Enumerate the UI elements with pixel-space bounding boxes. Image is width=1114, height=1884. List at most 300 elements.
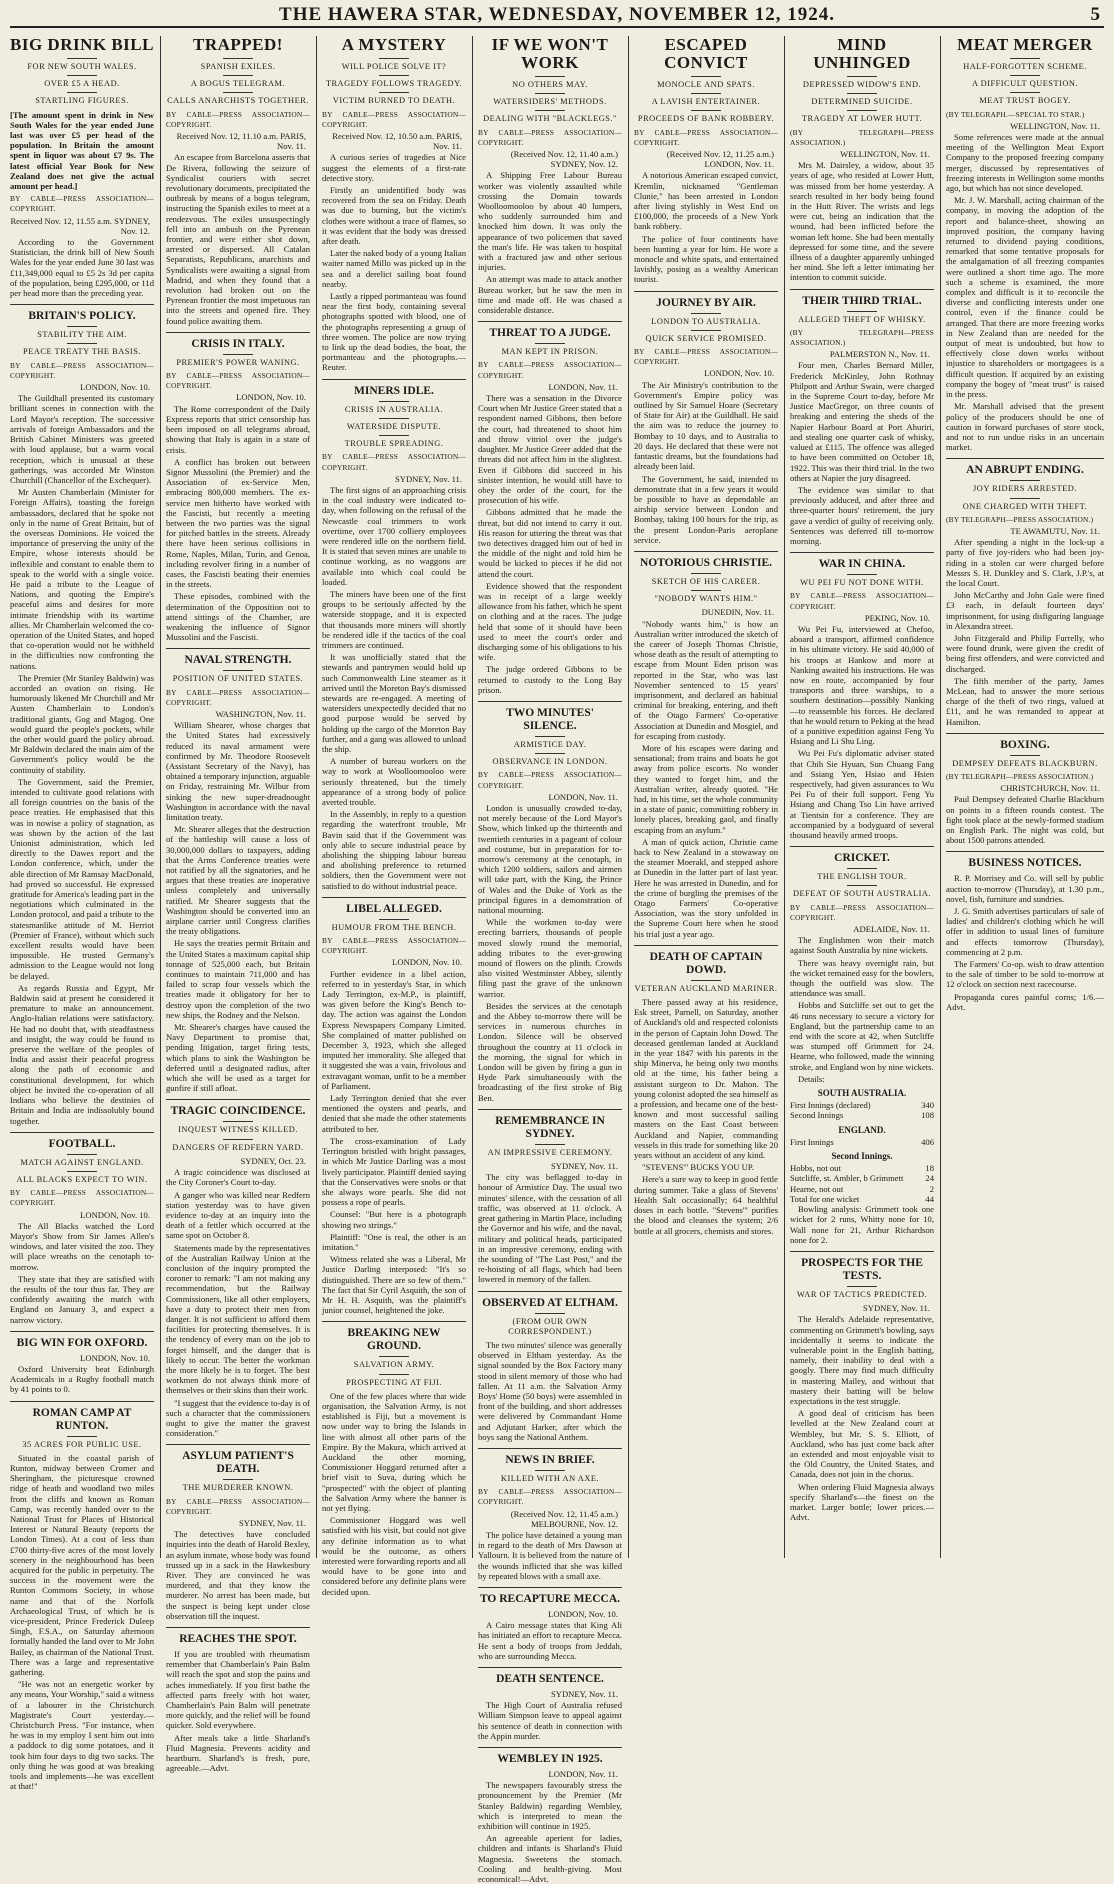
- article: [634, 945, 778, 1236]
- article: [790, 289, 934, 546]
- article-paragraph: Firstly an unidentified body was recovered from the sea on Friday. Death was due to burning, but the victim's clothes were without a trace of flames, so it was evident that the body was dressed after death.: [322, 185, 466, 247]
- article-subheading: A DIFFICULT QUESTION.: [971, 79, 1079, 89]
- score-value: 2: [929, 1183, 934, 1194]
- article-headline: MEAT MERGER: [957, 35, 1093, 54]
- article-dateline: LONDON, Nov. 10.: [80, 382, 150, 393]
- article: [166, 36, 310, 326]
- article: [790, 1251, 934, 1522]
- article-paragraph: It was unofficially stated that the stewards and pantrymen would hold up such Commonwealth Line steamer as it arrived until the Moreton Bay's dismissed stewards are re-engaged. A meeting of watersiders unexpectedly decided that no good purpose would be served by holding up the cargo of the Moreton Bay further, and a gang was allowed to unload the ship.: [322, 652, 466, 754]
- dash-rule: [1010, 75, 1040, 76]
- score-label: Hobbs, not out: [790, 1163, 841, 1174]
- dash-rule: [691, 313, 721, 314]
- article: [322, 897, 466, 1316]
- article-dateline: (Received Nov. 12, 11.45 a.m.) MELBOURNE, Nov. 12.: [510, 1508, 618, 1529]
- score-label: Sutcliffe, st. Ambler, b Grimmett: [790, 1173, 904, 1184]
- article: [478, 1667, 622, 1741]
- article-credit: BY CABLE—PRESS ASSOCIATION—COPYRIGHT.: [166, 371, 310, 391]
- article: [790, 36, 934, 283]
- article-paragraph: Lastly a ripped portmanteau was found near the first body, containing several photographs spotted with blood, one of the photographs representing a group of three women. The police are now trying to link up the dead bodies, the boat, the portmanteau and the photographs.—Reuter.: [322, 291, 466, 373]
- article-headline: NOTORIOUS CHRISTIE.: [634, 551, 778, 570]
- article: [946, 458, 1104, 726]
- dash-rule: [535, 110, 565, 111]
- column-5: [634, 36, 778, 1558]
- article-subheading: PROSPECTING AT FIJI.: [346, 1377, 442, 1387]
- article-paragraph: The Premier (Mr Stanley Baldwin) was accorded an ovation on rising. He humorously likened Mr Churchill and Mr Austen Chamberlain to London's traditional giants, Gog and Magog. One would guard the people's pockets, while the other would guard the policy abroad. Mr Baldwin declared the main aim of the Government's policy would be the continuity of stability.: [10, 672, 154, 775]
- article-headline: BIG WIN FOR OXFORD.: [10, 1331, 154, 1350]
- article-paragraph: As regards Russia and Egypt, Mr Baldwin said at present he considered it premature to make an announcement. Anglo-Italian relations were satisfactory. He had no doubt that, with steadfastness and insight, the way could be found to preserve the welfare of the peoples of India and assist their peaceful progress along the path of economic and constitutional development, for which object he invited the co-operation of all Indians who believe the destinies of Britain and India are indissolubly bound together.: [10, 982, 154, 1126]
- dash-rule: [379, 58, 409, 59]
- article-paragraph: Commissioner Hoggard was well satisfied with his visit, but could not give any definite information as to what would be the outcome, as others interested were forwarding reports and all would have to be gone into and considered before any definite plans were decided upon.: [322, 1515, 466, 1597]
- dash-rule: [67, 75, 97, 76]
- article-paragraph: An escapee from Barcelona asserts that De Rivera, following the seizure of Syndicalist couriers with secret revolutionary documents, precipitated the outbreak by means of a bogus telegram, instructing the Spanish exiles to meet at a rendezvous. The exiles unsuspectingly fell into an ambush on the Pyrenean frontier, and were either shot down, arrested or dispersed. All Catalan Separatists, Republicans, anarchists and Syndicalists were awaiting a signal from Madrid, and when they found that a revolution had broken out on the Pyrenean frontier the most impetuous ran into the streets and opened fire. They found police awaiting them.: [166, 152, 310, 326]
- article-dateline: (Received Nov. 12, 11.40 a.m.) SYDNEY, Nov. 12.: [510, 149, 618, 170]
- article-paragraph: Here's a sure way to keep in good fettle during summer. Take a glass of Stevens' Health Salt occasionally; 64 healthful doses in each bottle. "Stevens'" purifies the blood and cleanses the system; 2/6 bottle at all grocers, chemists and stores.: [634, 1174, 778, 1236]
- article-credit: BY CABLE—PRESS ASSOCIATION—COPYRIGHT.: [322, 109, 466, 129]
- article-paragraph: One of the few places where that wide organisation, the Salvation Army, is not established is Fiji, but a movement is now under way to bring the Islands in line with almost all other parts of the Empire. By the Makura, which arrived at Auckland the other morning, Commissioner Hoggard returned after a brief visit to Suva, during which he "prospected" with the object of planting the Salvation Army where the banner is not yet flying.: [322, 1390, 466, 1513]
- article-paragraph: "STEVENS'" BUCKS YOU UP.: [642, 1162, 754, 1173]
- article-credit: BY CABLE—PRESS ASSOCIATION—COPYRIGHT.: [478, 127, 622, 147]
- dash-rule: [691, 590, 721, 591]
- article-dateline: LONDON, Nov. 10.: [704, 368, 774, 379]
- article-subheading: PROCEEDS OF BANK ROBBERY.: [637, 114, 775, 124]
- dash-rule: [847, 110, 877, 111]
- article: [634, 36, 778, 285]
- article-headline: TO RECAPTURE MECCA.: [478, 1587, 622, 1606]
- article-paragraph: A Shipping Free Labour Bureau worker was violently assaulted while crossing the Domain towards Woolloomooloo by about 40 lumpers, who suddenly surrounded him and knocked him down. It was only the appearance of two policemen that saved the man's life. He was taken to hospital with a fractured jaw and other serious injuries.: [478, 170, 622, 273]
- article-subheading: SALVATION ARMY.: [353, 1360, 435, 1370]
- article-paragraph: A tragic coincidence was disclosed at the City Coroner's Court to-day.: [166, 1167, 310, 1188]
- article-dateline: LONDON, Nov. 10.: [80, 1209, 150, 1220]
- dash-rule: [847, 76, 877, 77]
- article-headline: DEATH SENTENCE.: [478, 1667, 622, 1686]
- article-dateline: LONDON, Nov. 10.: [548, 1608, 618, 1619]
- article: [166, 332, 310, 642]
- dash-rule: [67, 1171, 97, 1172]
- article-paragraph: Propaganda cures painful corns; 1/6.—Advt.: [946, 991, 1104, 1012]
- article-paragraph: A Cairo message states that King Ali has initiated an effort to recapture Mecca. He sent a body of troops from Jeddah, who are surrounding Mecca.: [478, 1620, 622, 1661]
- article-subheading: SPANISH EXILES.: [200, 62, 276, 71]
- article-subheading: (FROM OUR OWN CORRESPONDENT.): [508, 1316, 592, 1336]
- article-paragraph: He says the treaties permit Britain and the United States a maximum capital ship tonnage of 525,000 each, but Britain continues to maintain 711,000 and has failed to scrap four vessels which the treaties made it obligatory for her to destroy upon the completion of the two new ships, the Rodney and the Nelson.: [166, 938, 310, 1020]
- article-credit: BY CABLE—PRESS ASSOCIATION—COPYRIGHT.: [166, 1496, 310, 1516]
- article: [790, 846, 934, 1245]
- score-value: 406: [921, 1136, 934, 1147]
- article: [946, 36, 1104, 452]
- score-value: 18: [925, 1163, 934, 1174]
- score-value: 24: [925, 1173, 934, 1184]
- article-paragraph: They state that they are satisfied with the results of the tour thus far. They are confidently awaiting the match with England on January 3, and expect a narrow victory.: [10, 1273, 154, 1325]
- article-subheading: STARTLING FIGURES.: [35, 96, 129, 106]
- article-paragraph: The High Court of Australia refused William Simpson leave to appeal against his sentence of death in connection with the Appin murder.: [478, 1700, 622, 1741]
- article-dateline: PEKING, Nov. 10.: [864, 612, 930, 623]
- article-subheading: CRISIS IN AUSTRALIA.: [344, 404, 444, 414]
- article: [322, 1321, 466, 1596]
- article-dateline: SYDNEY, Nov. 11.: [862, 1303, 930, 1314]
- article-subheading: SKETCH OF HIS CAREER.: [651, 576, 761, 586]
- article-paragraph: Gibbons admitted that he made the threat, but did not intend to carry it out. His reason for uttering the threat was that two detectives dragged him out of bed in the middle of the night and told him he would be kicked to pieces if he did not attend the court.: [478, 507, 622, 579]
- article-headline: NEWS IN BRIEF.: [478, 1448, 622, 1467]
- article-subheading: OBSERVANCE IN LONDON.: [492, 757, 608, 767]
- article-subheading: AN IMPRESSIVE CEREMONY.: [487, 1147, 613, 1157]
- article-paragraph: The Rome correspondent of the Daily Express reports that strict censorship has been imposed on all telegrams abroad, showing that Italy is again in a state of crisis.: [166, 403, 310, 455]
- article-subheading: PEACE TREATY THE BASIS.: [23, 347, 141, 357]
- article-paragraph: "Nobody wants him," is how an Australian writer introduced the sketch of the career of Joseph Thomas Christie, whose death as the result of attempting to escape from Mount Eden prison was reported in the Star, who was last November sentenced to 15 years' imprisonment, and declared an habitual criminal for breaking, entering, and theft of the Otago Farmers' Co-operative Association at Dunedin and Mosgiel, and for escaping from custody.: [634, 618, 778, 741]
- dash-rule: [535, 343, 565, 344]
- article: [322, 379, 466, 891]
- article-paragraph: John McCarthy and John Gale were fined £3 each, in default fourteen days' imprisonment, for using disfiguring language in Alexandra street.: [946, 590, 1104, 631]
- article: [478, 1747, 622, 1884]
- article-paragraph: A good deal of criticism has been levelled at the New Zealand court at Wembley, but Mr. S. S. Elliott, of Auckland, who has just come back after an extended and most enjoyable visit to the Old Country, the United States, and Canada, does not join in the chorus.: [790, 1408, 934, 1480]
- article-paragraph: The cross-examination of Lady Terrington bristled with bright passages, in which Mr Justice Darling was a most lively participator. Plaintiff denied saying that the Conservatives were snobs or that she always wore pearls. She did not possess a rope of pearls.: [322, 1135, 466, 1208]
- article-headline: TRAGIC COINCIDENCE.: [166, 1099, 310, 1118]
- article-paragraph: Later the naked body of a young Italian waiter named Millo was picked up in the sea and a derelict sailing boat found nearby.: [322, 248, 466, 289]
- column-7: [946, 36, 1104, 1558]
- article-subheading: MONOCLE AND SPATS.: [657, 80, 755, 89]
- article-dateline: WELLINGTON, Nov. 11.: [1010, 120, 1100, 131]
- score-row: [790, 1100, 934, 1110]
- article-paragraph: Wu Pei Fu, interviewed at Chefoo, aboard a transport, affirmed confidence in his ultimate victory. He said 40,000 of his troops at Hankow and more at Nanking awaited his instructions. He was now en route, accompanied by four transports and three warships, to a southern destination—possibly Nanking—to reassemble his forces. He declared that he would return to Peking at the head of a punitive expedition against Feng Yu Hsiang and Li Shu Ling.: [790, 623, 934, 747]
- article: [10, 1331, 154, 1395]
- article-paragraph: "He was not an energetic worker by any means, Your Worship," said a witness of a labourer in the Christchurch Magistrate's Court yesterday.—Christchurch Press. "For instance, when he was in my employ I sent him out into a paddock to dig some potatoes, and it took him four days to dig two sacks. The only thing he was good at was breaking tools and implements—he was excellent at that!": [10, 1679, 154, 1792]
- article: [10, 1401, 154, 1792]
- article-subheading: MEAT TRUST BOGEY.: [979, 96, 1071, 106]
- article-paragraph: Mr Austen Chamberlain (Minister for Foreign Affairs), toasting the foreign ambassadors, declared that he spoke not only in the name of Great Britain, but of the overseas Dominions. He voiced the importance of preserving the unity of the Empire, whose interests should be inflexible and constant to enable them to speak to the world with a single voice. He paid a tribute to the League of Nations, and quoting the Empire's peaceful aims and desires for more intimate friendship with its wartime allies. Mr Chamberlain welcomed the co-operation of the United States, and hoped that co-operation would not be withheld in the difficulties now confronting the nations.: [10, 487, 154, 671]
- article-subheading: WATERSIDERS' METHODS.: [493, 97, 607, 107]
- article-paragraph: If you are troubled with rheumatism remember that Chamberlain's Pain Balm will reach the spot and stop the pains and aches immediately. If you first bathe the affected parts freely with hot water, Chamberlain's Pain Balm will penetrate more quickly, and the relief will be found quicker. Sold everywhere.: [166, 1649, 310, 1731]
- article-dateline: Received Nov. 12, 10.50 a.m. PARIS, Nov. 11.: [332, 131, 462, 152]
- article-paragraph: The fifth member of the party, James McLean, had to answer the more serious charge of the theft of two rings, valued at £11, and he was remanded to appear at Hamilton.: [946, 675, 1104, 727]
- article-paragraph: R. P. Morrisey and Co. will sell by public auction to-morrow (Thursday), at 1.30 p.m., novel, fish, furniture and sundries.: [946, 873, 1104, 904]
- dash-rule: [223, 354, 253, 355]
- article-credit: BY CABLE—PRESS ASSOCIATION—COPYRIGHT.: [166, 109, 310, 129]
- article-subheading: ALLEGED THEFT OF WHISKY.: [798, 314, 926, 324]
- article-credit: BY CABLE—PRESS ASSOCIATION—COPYRIGHT.: [634, 127, 778, 147]
- article-paragraph: After meals take a little Sharland's Fluid Magnesia. Prevents acidity and heartburn. Sharland's is fresh, pure, agreeable.—Advt.: [166, 1732, 310, 1774]
- article-paragraph: More of his escapes were daring and sensational; from trains and boats he got away from police escorts. No wonder they wanted to forget him, and the Australian writer, already quoted. "He had, in his time, set the whole community in a state of panic, committing robbery in lonely places, breaking gaol, and finally escaping from an asylum.": [634, 742, 778, 835]
- article-credit: BY CABLE—PRESS ASSOCIATION—COPYRIGHT.: [322, 936, 466, 956]
- article-paragraph: An agreeable aperient for ladies, children and infants is Sharland's Fluid Magnesia. Sweetens the stomach. Cooling and health-giving. Most economical!—Advt.: [478, 1833, 622, 1884]
- article-dateline: Received Nov. 12, 11.55 a.m. SYDNEY, Nov. 12.: [10, 215, 150, 236]
- article-paragraph: Four men, Charles Bernard Miller, Frederick McKinley, John Rothnay Philpott and Arthur Swain, were charged in the Supreme Court to-day, before Mr Justice MacGregor, on three counts of breaking and entering the sheds of the Napier Harbour Board at Port Ahuriri, and stealing one quarter cask of whisky, valued at £115. The offence was alleged to have been committed on October 18, 1922. This was their third trial. In the two others at Napier the jury disagreed.: [790, 360, 934, 483]
- dash-rule: [535, 76, 565, 77]
- article-paragraph: According to the Government Statistician, the drink bill of New South Wales for the year ended June 30 last was £11,349,000 equal to £5 2s 3d per capita of the population, being £295,000, or 11d per head more than the preceding year.: [10, 237, 154, 299]
- dash-rule: [1010, 92, 1040, 93]
- dash-rule: [223, 1121, 253, 1122]
- dash-rule: [67, 92, 97, 93]
- column-6: [790, 36, 934, 1558]
- article-paragraph: Counsel: "But here is a photograph showing two strings.": [322, 1209, 466, 1230]
- article-paragraph: Wu Pei Fu's diplomatic adviser stated that Chih Sie Hyuan, Sun Chuang Fang and Ssiang Yen, Hsiao and Hsien respectively, had given assurances to Wu Pei Fu of their full support. Feng Yu Hsiang and Chang Tso Lin have arrived at Tientsin for a conference. They are accompanied by a bodyguard of several thousand heavily armed troops.: [790, 748, 934, 840]
- dash-rule: [847, 574, 877, 575]
- article-headline: BIG DRINK BILL: [10, 35, 154, 54]
- article-headline: AN ABRUPT ENDING.: [946, 458, 1104, 477]
- article-subheading: VICTIM BURNED TO DEATH.: [332, 96, 456, 106]
- article-dateline: SYDNEY, Oct. 23.: [240, 1155, 306, 1166]
- article-headline: REACHES THE SPOT.: [166, 1627, 310, 1646]
- article-credit: BY CABLE—PRESS ASSOCIATION—COPYRIGHT.: [790, 902, 934, 922]
- article-subheading: KILLED WITH AN AXE.: [500, 1473, 600, 1483]
- article-subheading: HALF-FORGOTTEN SCHEME.: [963, 62, 1087, 71]
- article-subheading: DEPRESSED WIDOW'S END.: [802, 80, 922, 89]
- article-paragraph: These episodes, combined with the determination of the Opposition not to attend sittings of the Chamber, are weakening the influence of Signor Mussolini and the Fascisti.: [166, 591, 310, 643]
- article: [634, 291, 778, 545]
- dash-rule: [691, 93, 721, 94]
- article-paragraph: Mrs M. Dairsley, a widow, about 35 years of age, who resided at Lower Hutt, was missed from her home yesterday. A search resulted in her body being found in the Hutt River. The wrists and legs were cut, being an indication that the wound, had been inflicted before the woman left home. She had been mentally depressed for some time, and the severe illness of a daughter apparently unhinged her mind. She left a letter intimating her intention to commit suicide.: [790, 160, 934, 283]
- article: [478, 321, 622, 695]
- article-subheading: WILL POLICE SOLVE IT?: [341, 62, 447, 71]
- dash-rule: [379, 919, 409, 920]
- column-rule: [628, 36, 629, 1558]
- article-paragraph: The Government, he said, intended to demonstrate that in a few years it would be possible to have as dependable an airship service between London and Bombay, taking 100 hours for the trip, as the present London-Paris aeroplane service.: [634, 473, 778, 545]
- article-dateline: SYDNEY, Nov. 11.: [394, 473, 462, 484]
- article: [478, 1291, 622, 1442]
- score-row: [790, 1184, 934, 1194]
- score-label: Second Innings: [790, 1110, 844, 1121]
- article-headline: DEATH OF CAPTAIN DOWD.: [634, 945, 778, 977]
- article-headline: OBSERVED AT ELTHAM.: [478, 1291, 622, 1310]
- article-credit: BY CABLE—PRESS ASSOCIATION—COPYRIGHT.: [166, 687, 310, 707]
- article-paragraph: London is unusually crowded to-day, not merely because of the Lord Mayor's Show, which linked up the thirteenth and twentieth centuries in a pageant of colour and costume, but in preparation for to-morrow's ceremony at the cenotaph, in which 1200 soldiers, sailors and airmen will take part, with the King, the Prince of Wales and the Duke of York as the principal figures in a demonstration of national mourning.: [478, 802, 622, 916]
- article-headline: CRICKET.: [790, 846, 934, 865]
- article-subheading: NO OTHERS MAY.: [512, 80, 588, 89]
- article-subheading: A BOGUS TELEGRAM.: [190, 79, 286, 89]
- article-credit: BY CABLE—PRESS ASSOCIATION—COPYRIGHT.: [478, 1487, 622, 1507]
- dash-rule: [379, 418, 409, 419]
- column-3: [322, 35, 466, 1597]
- article-subheading: TRAGEDY FOLLOWS TRAGEDY.: [325, 79, 463, 89]
- article-headline: BRITAIN'S POLICY.: [10, 304, 154, 323]
- article-paragraph: Further evidence in a libel action, referred to in yesterday's Star, in which Lady Terrington, ex-M.P., is plaintiff, was given before the King's Bench to-day. The action was against the London Express Newspapers Company Limited. She complained of matter published on December 3, 1923, which she alleged imputed her immorality. She alleged that it suggested she was a vain, frivolous and extravagant woman, unfit to be a member of Parliament.: [322, 968, 466, 1091]
- article-subheading: A LAVISH ENTERTAINER.: [651, 97, 761, 107]
- article-paragraph: Mr. Shearer alleges that the destruction of the battleship will cause a loss of 30,000,000 dollars to taxpayers, adding that the Arms Conference treaties were not ratified by all the signatories, and he argues that these treaties are inoperative unless completely and universally ratified. Mr Shearer suggests that the Washington should be converted into an airplane carrier until Congress clarifies the treaty obligations.: [166, 824, 310, 937]
- article-lead: [The amount spent in drink in New South Wales for the year ended June last was over £5 per head of the population. In Britain the amount spent in liquor was about £7 9s. The latest official Year Book for New Zealand does not give the actual amount per head.]: [10, 109, 154, 192]
- article-subheading: QUICK SERVICE PROMISED.: [645, 333, 767, 343]
- article-dateline: WASHINGTON, Nov. 11.: [215, 708, 306, 719]
- article-paragraph: A notorious American escaped convict, Kremlin, nicknamed "Gentleman Clunie," has been arrested in London after living stylishly in West End on £100,000, the proceeds of a New York bank robbery.: [634, 170, 778, 232]
- article: [166, 1627, 310, 1773]
- article: [478, 701, 622, 1103]
- score-label: Total for one wicket: [790, 1193, 860, 1204]
- dash-rule: [379, 1356, 409, 1357]
- article-subheading: DEALING WITH "BLACKLEGS.": [483, 114, 617, 124]
- dash-rule: [847, 1286, 877, 1287]
- article-paragraph: There was a sensation in the Divorce Court when Mr Justice Greer stated that a respondent named Gibbons, then before the court, had threatened to shoot him and throw vitriol over the judge's daughter. Mr Justice Greer added that the threats did not affect him in the slightest. Even if Gibbons did succeed in his sinister intention, he would still have to obey the order of the court, for the prosecution of his wife.: [478, 393, 622, 506]
- article-headline: A MYSTERY: [341, 35, 447, 54]
- dash-rule: [1010, 480, 1040, 481]
- scoreboard: [790, 1088, 934, 1245]
- article-paragraph: William Shearer, whose charges that the United States had excessively reduced its naval armament were confirmed by Mr. Theodore Roosevelt (Assistant Secretary of the Navy), has obtained a temporary injunction, arguable on Friday, restraining Mr. Wilbur from sinking the new super-dreadnought Washington in accordance with the naval limitation treaty.: [166, 720, 310, 822]
- dash-rule: [379, 1374, 409, 1375]
- article: [946, 733, 1104, 846]
- score-value: 340: [921, 1100, 934, 1111]
- article-subheading: "NOBODY WANTS HIM.": [654, 594, 758, 604]
- dash-rule: [691, 110, 721, 111]
- article-dateline: LONDON, Nov. 10.: [392, 957, 462, 968]
- article-headline: ASYLUM PATIENT'S DEATH.: [166, 1444, 310, 1476]
- article-dateline: SYDNEY, Nov. 11.: [550, 1689, 618, 1699]
- article-subheading: JOY RIDERS ARRESTED.: [973, 484, 1077, 494]
- article-paragraph: The newspapers favourably stress the pronouncement by the Premier (Mr Stanley Baldwin) regarding Wembley, which is interpreted to mean the exhibition will continue in 1925.: [478, 1780, 622, 1832]
- article-headline: FOOTBALL.: [10, 1132, 154, 1151]
- article-paragraph: The police have detained a young man in regard to the death of Mrs Dawson at Yallourn. It is believed from the nature of the wounds inflicted that she was killed by repeated blows with a small axe.: [478, 1529, 622, 1581]
- score-row: [790, 1173, 934, 1183]
- article-dateline: LONDON, Nov. 10.: [80, 1352, 150, 1363]
- article: [790, 552, 934, 840]
- scoreboard-heading: SOUTH AUSTRALIA.: [817, 1088, 907, 1099]
- article-subheading: 35 ACRES FOR PUBLIC USE.: [22, 1439, 142, 1449]
- column-4: [478, 35, 622, 1884]
- article-subheading: MAN KEPT IN PRISON.: [501, 347, 599, 357]
- article: [478, 1448, 622, 1581]
- dash-rule: [67, 326, 97, 327]
- masthead-title: THE HAWERA STAR, WEDNESDAY, NOVEMBER 12, 1924.: [279, 4, 835, 25]
- scoreboard-heading: Second Innings.: [831, 1151, 893, 1162]
- article: [10, 1132, 154, 1325]
- article-credit: (BY TELEGRAPH.—SPECIAL TO STAR.): [946, 109, 1085, 119]
- article-dateline: SYDNEY, Nov. 11.: [238, 1517, 306, 1528]
- article-paragraph: John Fitzgerald and Philip Furrelly, who were found drunk, were given the credit of being first offenders, and were convicted and discharged.: [946, 632, 1104, 674]
- dash-rule: [847, 93, 877, 94]
- article-dateline: SYDNEY, Nov. 11.: [550, 1161, 618, 1172]
- article: [166, 1444, 310, 1621]
- score-row: [790, 1110, 934, 1120]
- dash-rule: [535, 1144, 565, 1145]
- article-dateline: PALMERSTON N., Nov. 11.: [829, 349, 930, 360]
- article-subheading: STABILITY THE AIM.: [37, 330, 127, 340]
- article: [634, 551, 778, 939]
- article-paragraph: J. G. Smith advertises particulars of sale of ladies' and children's clothing which he will offer in addition to usual lines of furniture and effects tomorrow (Thursday), commencing at 2 p.m.: [946, 906, 1104, 957]
- article-paragraph: Mr. Shearer's charges have caused the Navy Department to promise that, pending litigation, target firing tests, which plans to sink the Washington be deferred until a designated radius, after which she will be used as a target for gunfire if still afloat.: [166, 1022, 310, 1094]
- article-headline: TRAPPED!: [193, 35, 283, 54]
- article-paragraph: The Government, said the Premier, intended to cultivate good relations with all foreign countries on the basis of the peace treaties. He emphasised that this was in nowise a policy of stagnation, as was shown by the action of the last Unionist administration, which led directly to the Dawes report and the London conference, which, under the able direction of Mr Ramsay MacDonald, had proved so successful. He expressed gratitude for America's leading part in the negotiations which culminated in the London protocol, and paid a tribute to the statesmanlike attitude of M. Herriot (Premier of France), without which such excellent results would have been impossible. He trusted Germany's admission to the League would not long be delayed.: [10, 776, 154, 981]
- article-headline: WAR IN CHINA.: [790, 552, 934, 571]
- article-credit: (BY TELEGRAPH—PRESS ASSOCIATION.): [790, 127, 934, 147]
- dash-rule: [535, 753, 565, 754]
- article-paragraph: The miners have been one of the first groups to be seriously affected by the waterside stoppage, and it is expected that thousands more miners will shortly be rendered idle if the tactics of the coal trimmers are continued.: [322, 588, 466, 650]
- dash-rule: [535, 1470, 565, 1471]
- article: [10, 36, 154, 298]
- masthead: [10, 4, 1104, 28]
- score-row: [790, 1137, 934, 1147]
- score-row: [790, 1163, 934, 1173]
- column-2: [166, 35, 310, 1774]
- article-paragraph: When ordering Fluid Magnesia always specify Sharland's—the finest on the market. Larger bottle; lower prices.—Advt.: [790, 1481, 934, 1523]
- dash-rule: [67, 58, 97, 59]
- article-headline: THEIR THIRD TRIAL.: [790, 289, 934, 308]
- article-paragraph: The Herald's Adelaide representative, commenting on Grimmett's bowling, says incidentally it seems to indicate the vulnerable point in the English batting, namely, their inability to deal with a googly. There may find much difficulty in mastering Mailey, and without that mastery their batting will be below expectations in the test struggle.: [790, 1314, 934, 1406]
- article-subheading: LONDON TO AUSTRALIA.: [651, 316, 761, 326]
- score-label: First Innings (declared): [790, 1100, 871, 1111]
- article-paragraph: Some references were made at the annual meeting of the Wellington Meat Export Company to the proposed freezing company merger, discussed by representatives of freezing interests in Wellington some months ago, but which has not since developed.: [946, 132, 1104, 194]
- column-rule: [316, 36, 317, 1558]
- dash-rule: [691, 980, 721, 981]
- article-dateline: (Received Nov. 12, 11.25 a.m.) LONDON, Nov. 11.: [666, 149, 774, 170]
- article-subheading: WAR OF TACTICS PREDICTED.: [796, 1289, 928, 1299]
- article-credit: BY CABLE—PRESS ASSOCIATION—COPYRIGHT.: [790, 591, 934, 611]
- article-headline: REMEMBRANCE IN SYDNEY.: [478, 1109, 622, 1141]
- dash-rule: [847, 885, 877, 886]
- bowling-note: Bowling analysis: Grimmett took one wicket for 2 runs, Whitty none for 10, Wall none for 21, Arthur Richardson none for 2.: [790, 1204, 934, 1245]
- article-paragraph: Details:: [798, 1073, 825, 1084]
- score-label: Hearne, not out: [790, 1183, 844, 1194]
- column-rule: [160, 36, 161, 1558]
- article-paragraph: A number of bureau workers on the way to work at Woolloomooloo were seriously threatened, but the timely appearance of a strong body of police averted trouble.: [322, 756, 466, 807]
- dash-rule: [1010, 498, 1040, 499]
- dash-rule: [535, 93, 565, 94]
- article-subheading: DANGERS OF REDFERN YARD.: [172, 1142, 304, 1152]
- article-paragraph: There was heavy overnight rain, but the wicket remained easy for the bowlers, though the outfield was slow. The attendance was small.: [790, 957, 934, 999]
- page-number: 5: [1090, 4, 1100, 25]
- article-headline: ESCAPED CONVICT: [664, 35, 748, 72]
- article-subheading: OVER £5 A HEAD.: [44, 79, 120, 89]
- column-rule: [472, 36, 473, 1558]
- scoreboard-heading: ENGLAND.: [838, 1124, 886, 1135]
- article: [478, 1109, 622, 1285]
- article-headline: MIND UNHINGED: [813, 35, 911, 72]
- article-credit: BY CABLE—PRESS ASSOCIATION—COPYRIGHT.: [10, 360, 154, 380]
- article-headline: MINERS IDLE.: [322, 379, 466, 398]
- dash-rule: [379, 92, 409, 93]
- article-paragraph: The two minutes' silence was generally observed in Eltham yesterday. As the signal sounded by the Box Factory many stood in silent memory of those who had fallen. At 11 a.m. the Salvation Army Boys' Home (50 boys) were assembled in front of the building, and short addresses were delivered by Commandant Home and Adjutant Harker, after which the boys sang the National Anthem.: [478, 1339, 622, 1442]
- article-headline: THREAT TO A JUDGE.: [478, 321, 622, 340]
- column-1: [10, 35, 154, 1792]
- article-paragraph: A ganger who was killed near Redfern station yesterday was to have given evidence to-day at an inquiry into the death of a fettler which occurred at the same spot on October 8.: [166, 1189, 310, 1241]
- article-headline: BUSINESS NOTICES.: [946, 851, 1104, 870]
- article-paragraph: After spending a night in the lock-up a party of five joy-riders who had been joy-riding in a stolen car were charged before Messrs S. H. Dunkley and S. Clark, J.P.'s, at the local Court.: [946, 537, 1104, 588]
- article-subheading: MATCH AGAINST ENGLAND.: [20, 1157, 144, 1167]
- article-paragraph: There passed away at his residence, Esk street, Parnell, on Saturday, another of Auckland's old and respected colonists in the person of Captain John Dowd. The deceased gentleman landed at Auckland in the year 1847 with his parents in the ship Minerva, he being only two months old at the time, his father being a assistant surgeon to Dr. Mahon. The young colonist adopted the sea himself as a profession, and became one of the best-known and most successful sailing masters on the East Coast between Auckland and Napier, commanding vessels in this trade for something like 20 years without an accident of any kind.: [634, 997, 778, 1161]
- column-rule: [784, 36, 785, 1558]
- article-paragraph: The police of four continents have been hunting a year for him. He wore a monocle and white spats, and entertained lavishly, posing as a wealthy American tourist.: [634, 233, 778, 285]
- article-paragraph: A conflict has broken out between Signor Mussolini (the Premier) and the Association of ex-Service Men, embracing 800,000 members. The ex-service men hitherto have worked with the Fascisti, but recently a meeting between the two parties was the signal for pitched battles in the streets. Already there have been serious collisions in Rome, Naples, Milan, Turin, and Genoa, including revolver firing in a number of cases, the Fascisti beating their enemies in the streets.: [166, 456, 310, 590]
- dash-rule: [223, 1479, 253, 1480]
- article-headline: BOXING.: [946, 733, 1104, 752]
- dash-rule: [535, 1313, 565, 1314]
- article-subheading: THE MURDERER KNOWN.: [182, 1483, 294, 1493]
- article-dateline: WELLINGTON, Nov. 11.: [840, 149, 930, 160]
- article-subheading: VETERAN AUCKLAND MARINER.: [634, 983, 778, 993]
- article-paragraph: Statements made by the representatives of the Australian Railway Union at the conclusion of the inquiry prompted the coroner to remark: "I am not making any recommendation, but the Railway Commissioners, like all other employers, have a duty to protect their men from danger. It is not sufficient to afford them facilities for protecting themselves. It is the tendency of every man on the job to forget himself, and the danger that is likely to occur. The better the workman the more likely he is to forget. The best workmen do not always think more of themselves or their skins than their work.: [166, 1242, 310, 1396]
- dash-rule: [223, 670, 253, 671]
- article: [166, 648, 310, 1093]
- dash-rule: [1010, 58, 1040, 59]
- article-subheading: HUMOUR FROM THE BENCH.: [331, 922, 457, 932]
- dash-rule: [691, 76, 721, 77]
- dash-rule: [223, 75, 253, 76]
- article: [478, 1587, 622, 1661]
- score-value: 44: [925, 1193, 934, 1204]
- article-subheading: TRAGEDY AT LOWER HUTT.: [801, 114, 923, 124]
- article-paragraph: Paul Dempsey defeated Charlie Blackburn on points in a fifteen rounds contest. The fight took place at the newly-formed stadium on English Park. The night was cold, but about 1500 patrons attended.: [946, 794, 1104, 846]
- dash-rule: [223, 92, 253, 93]
- article-subheading: CALLS ANARCHISTS TOGETHER.: [167, 96, 309, 106]
- article-paragraph: The evidence was similar to that previously adduced, and after three and three-quarter hours' retirement, the jury gave a verdict of guilty of receiving only. Sentences was deferred till to-morrow morning.: [790, 484, 934, 546]
- dash-rule: [223, 58, 253, 59]
- article-subheading: PREMIER'S POWER WANING.: [176, 357, 300, 367]
- article-paragraph: "I suggest that the evidence to-day is of such a character that the commissioners ought to give the matter the gravest consideration.": [166, 1397, 310, 1439]
- article-headline: PROSPECTS FOR THE TESTS.: [790, 1251, 934, 1283]
- score-label: First Innings: [790, 1136, 834, 1147]
- article-subheading: POSITION OF UNITED STATES.: [172, 674, 304, 684]
- article-headline: TWO MINUTES' SILENCE.: [478, 701, 622, 733]
- article: [10, 304, 154, 1125]
- dash-rule: [67, 343, 97, 344]
- dash-rule: [691, 573, 721, 574]
- article-paragraph: A man of quick action, Christie came back to New Zealand in a stowaway on the steamer Moerakl, and stepped ashore at Dunedin in the latter part of last year. Here he was arrested in Dunedin, and for the crime of burgling the premises of the Otago Farmers' Co-operative Association, was the story unfolded in the Supreme Court here when he stood his trial just a year ago.: [634, 836, 778, 939]
- article-paragraph: Plaintiff: "One is real, the other is an imitation.": [322, 1231, 466, 1252]
- article-paragraph: Mr. J. W. Marshall, acting chairman of the company, in moving the adoption of the report and balance-sheet, showing an improved position, the company having returned to dividend paying conditions, remarked that some tentative proposals for the amalgamation of all freezing companies were outlined a short time ago. The more such a scheme is examined, the more complex and difficult is it to reconcile the diverse and conflicting interests under one control, even if the finance could be arranged. That there are more freezing works in New Zealand than are needed for the output of meat is undoubted, but how to effectively close down works without injustice to shareholders or mortgagees is a difficult question. If acquired by an existing company the bogey of "meat trust" is raised in the press.: [946, 195, 1104, 400]
- article-subheading: WATERSIDE DISPUTE.: [346, 421, 442, 431]
